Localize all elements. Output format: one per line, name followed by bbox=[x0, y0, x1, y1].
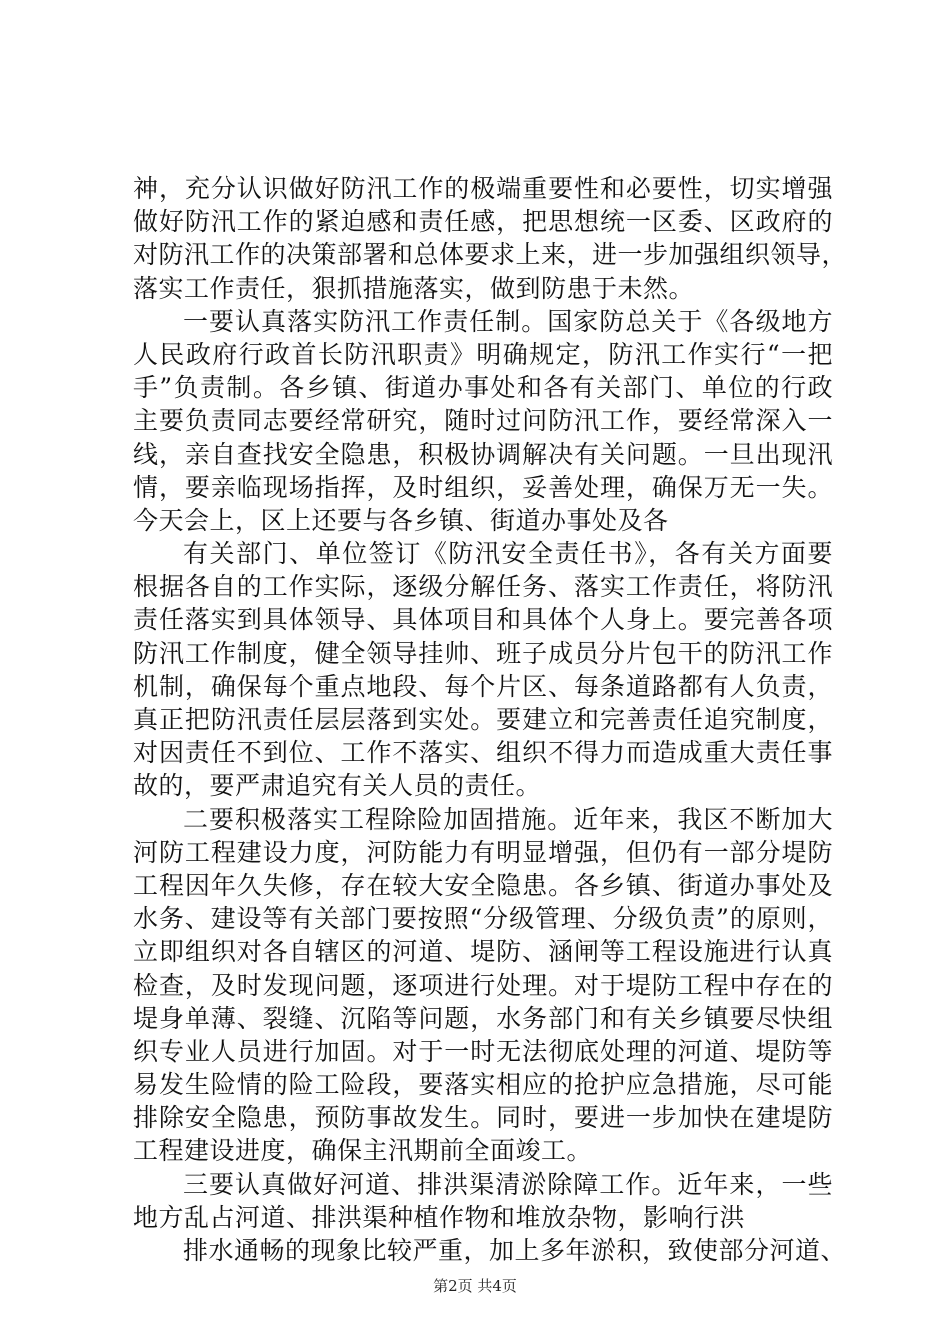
text-line: 工程建设进度，确保主汛期前全面竣工。 bbox=[133, 1136, 593, 1166]
text-line: 今天会上，区上还要与各乡镇、街道办事处及各 bbox=[133, 505, 669, 535]
text-line: 地方乱占河道、排洪渠种植作物和堆放杂物，影响行洪 bbox=[133, 1202, 746, 1232]
text-line: 手”负责制。各乡镇、街道办事处和各有关部门、单位的行政 bbox=[133, 373, 833, 403]
text-line: 情，要亲临现场指挥，及时组织，妥善处理，确保万无一失。 bbox=[133, 472, 833, 502]
text-line: 易发生险情的险工险段，要落实相应的抢护应急措施，尽可能 bbox=[133, 1070, 833, 1100]
page-footer: 第2页 共4页 bbox=[433, 1277, 517, 1295]
text-line: 二要积极落实工程除险加固措施。近年来，我区不断加大 bbox=[183, 804, 833, 834]
text-line: 神，充分认识做好防汛工作的极端重要性和必要性，切实增强 bbox=[133, 174, 833, 203]
text-line: 对因责任不到位、工作不落实、组织不得力而造成重大责任事 bbox=[133, 738, 833, 768]
text-line: 故的，要严肃追究有关人员的责任。 bbox=[133, 771, 542, 801]
text-line: 排水通畅的现象比较严重，加上多年淤积，致使部分河道、 bbox=[183, 1236, 847, 1265]
text-line: 根据各自的工作实际，逐级分解任务、落实工作责任，将防汛 bbox=[133, 572, 833, 602]
text-line: 排除安全隐患，预防事故发生。同时，要进一步加快在建堤防 bbox=[133, 1103, 833, 1133]
text-line: 责任落实到具体领导、具体项目和具体个人身上。要完善各项 bbox=[133, 605, 833, 635]
text-line: 对防汛工作的决策部署和总体要求上来，进一步加强组织领导， bbox=[133, 240, 848, 270]
text-line: 人民政府行政首长防汛职责》明确规定，防汛工作实行“一把 bbox=[133, 339, 833, 369]
text-line: 机制，确保每个重点地段、每个片区、每条道路都有人负责， bbox=[133, 671, 833, 701]
text-line: 工程因年久失修，存在较大安全隐患。各乡镇、街道办事处及 bbox=[133, 870, 833, 900]
text-line: 线，亲自查找安全隐患，积极协调解决有关问题。一旦出现汛 bbox=[133, 439, 833, 469]
text-line: 有关部门、单位签订《防汛安全责任书》，各有关方面要 bbox=[183, 539, 833, 569]
text-line: 一要认真落实防汛工作责任制。国家防总关于《各级地方 bbox=[183, 306, 833, 336]
text-line: 真正把防汛责任层层落到实处。要建立和完善责任追究制度， bbox=[133, 705, 833, 734]
text-line: 立即组织对各自辖区的河道、堤防、涵闸等工程设施进行认真 bbox=[133, 937, 833, 967]
text-line: 防汛工作制度，健全领导挂帅、班子成员分片包干的防汛工作 bbox=[133, 638, 833, 668]
text-line: 检查，及时发现问题，逐项进行处理。对于堤防工程中存在的 bbox=[133, 970, 833, 1000]
text-line: 落实工作责任，狠抓措施落实，做到防患于未然。 bbox=[133, 273, 695, 303]
text-line: 织专业人员进行加固。对于一时无法彻底处理的河道、堤防等 bbox=[133, 1036, 833, 1066]
text-line: 河防工程建设力度，河防能力有明显增强，但仍有一部分堤防 bbox=[133, 837, 833, 867]
text-line: 做好防汛工作的紧迫感和责任感，把思想统一区委、区政府的 bbox=[133, 207, 833, 237]
text-line: 三要认真做好河道、排洪渠清淤除障工作。近年来，一些 bbox=[183, 1169, 833, 1199]
document-body bbox=[133, 172, 848, 1267]
text-line: 主要负责同志要经常研究，随时过问防汛工作，要经常深入一 bbox=[133, 406, 833, 436]
text-line: 水务、建设等有关部门要按照“分级管理、分级负责”的原则， bbox=[133, 904, 833, 934]
text-line: 堤身单薄、裂缝、沉陷等问题，水务部门和有关乡镇要尽快组 bbox=[133, 1003, 833, 1033]
